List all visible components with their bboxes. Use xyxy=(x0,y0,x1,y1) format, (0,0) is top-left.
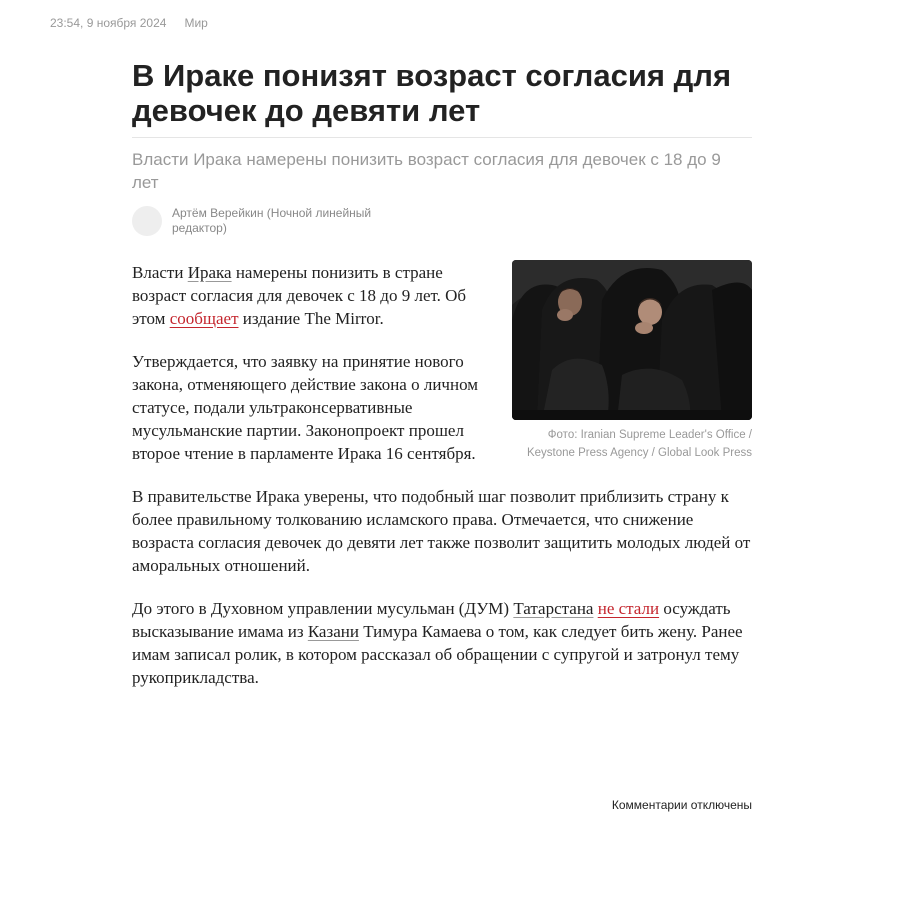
p4-text-3: осуждать высказывание имама из xyxy=(132,599,731,641)
rubric-link[interactable]: Мир xyxy=(184,16,208,30)
p4-text-4: Тимура Камаева о том, как следует бить жену. Ранее имам записал ролик, в котором рассказал об обращении с супругой и затронул тему рукоприкладства. xyxy=(132,622,743,687)
paragraph-2: Утверждается, что заявку на принятие нового закона, отменяющего действие закона о личном статусе, подали ультраконсервативные мусульманские партии. Законопроект прошел второе чтение в парламенте Ирака 16 сентября. xyxy=(132,352,479,463)
p1-text-1: Власти xyxy=(132,263,188,282)
photo-caption: Фото: Iranian Supreme Leader's Office / Keystone Press Agency / Global Look Press xyxy=(526,429,752,459)
article-photo[interactable] xyxy=(512,260,752,420)
article-lead: Власти Ирака намерены понизить возраст согласия для девочек с 18 до 9 лет xyxy=(132,150,721,192)
p1-text-3: издание The Mirror. xyxy=(238,309,384,328)
article-body xyxy=(132,261,752,689)
p1-text-2: намерены понизить в стране возраст согласия для девочек с 18 до 9 лет. Об этом xyxy=(132,263,467,328)
p4-text-1: До этого в Духовном управлении мусульман (ДУМ) xyxy=(132,599,514,618)
author-block[interactable] xyxy=(132,206,752,236)
comments-disabled-notice: Комментарии отключены xyxy=(611,798,752,812)
related-link[interactable]: не стали xyxy=(597,599,660,618)
article-meta xyxy=(50,16,208,30)
article-figure xyxy=(512,260,752,462)
article xyxy=(132,58,752,709)
publish-datetime: 23:54, 9 ноября 2024 xyxy=(50,16,167,30)
source-link[interactable]: сообщает xyxy=(169,309,239,328)
tag-link-tatarstan[interactable]: Татарстана xyxy=(513,599,594,618)
tag-link-iraq[interactable]: Ирака xyxy=(187,263,232,282)
author-name[interactable]: Артём Верейкин (Ночной линейный редактор) xyxy=(172,206,372,235)
author-avatar[interactable] xyxy=(132,206,162,236)
paragraph-3: В правительстве Ирака уверены, что подобный шаг позволит приблизить страну к более правильному толкованию исламского права. Отмечается, что снижение возраста согласия девочек до девяти лет также позволит защитить молодых людей от аморальных отношений. xyxy=(132,487,751,575)
paragraph-4 xyxy=(132,597,752,689)
tag-link-kazan[interactable]: Казани xyxy=(307,622,359,641)
article-title: В Ираке понизят возраст согласия для девочек до девяти лет xyxy=(132,58,752,138)
